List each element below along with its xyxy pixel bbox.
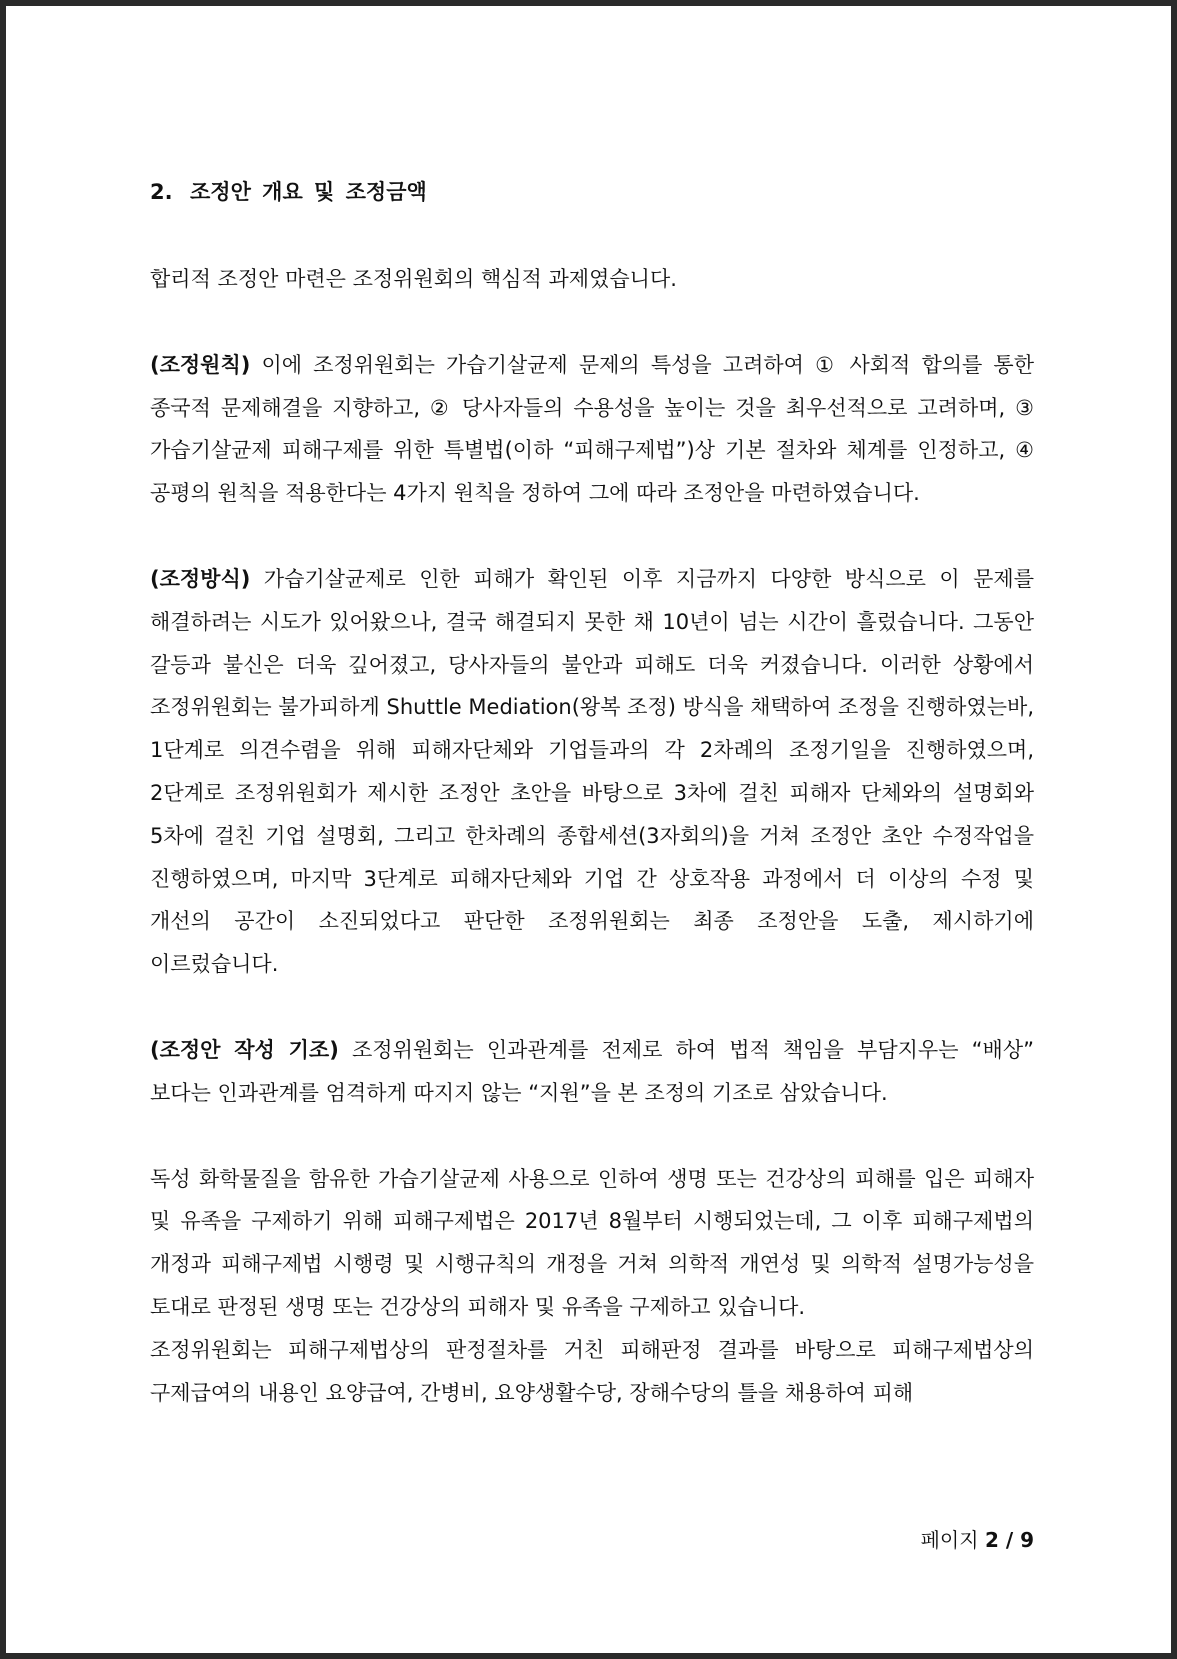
document-body — [150, 174, 1034, 1414]
principles-label: (조정원칙) — [150, 352, 251, 377]
page-label: 페이지 — [920, 1528, 979, 1552]
section-number: 2. — [150, 180, 173, 204]
method-text: 가습기살균제로 인한 피해가 확인된 이후 지금까지 다양한 방식으로 이 문제를 해결하려는 시도가 있어왔으나, 결국 해결되지 못한 채 10년이 넘는 시간이 흘렀습니다. 그동안 갈등과 불신은 더욱 깊어졌고, 당사자들의 불안과 피해도 더욱 커졌습니다. 이러한 상황에서 조정위원회는 불가피하게 Shuttle Mediation(왕복 조정) 방식을 채택하여 조정을 진행하였는바, 1단계로 의견수렴을 위해 피해자단체와 기업들과의 각 2차례의 조정기일을 진행하였으며, 2단계로 조정위원회가 제시한 조정안 초안을 바탕으로 3차에 걸친 피해자 단체와의 설명회와 5차에 걸친 기업 설명회, 그리고 한차례의 종합세션(3자회의)을 거쳐 조정안 초안 수정작업을 진행하였으며, 마지막 3단계로 피해자단체와 기업 간 상호작용 과정에서 더 이상의 수정 및 개선의 공간이 소진되었다고 판단한 조정위원회는 최종 조정안을 도출, 제시하기에 이르렀습니다. — [150, 566, 1034, 977]
committee-paragraph: 조정위원회는 피해구제법상의 판정절차를 거친 피해판정 결과를 바탕으로 피해구제법상의 구제급여의 내용인 요양급여, 간병비, 요양생활수당, 장해수당의 틀을 채용하여 피해 — [150, 1337, 1034, 1405]
principles-paragraph — [150, 344, 1034, 515]
section-title: 조정안 개요 및 조정금액 — [190, 180, 427, 204]
basis-text: 조정위원회는 인과관계를 전제로 하여 법적 책임을 부담지우는 “배상” 보다는 인과관계를 엄격하게 따지지 않는 “지원”을 본 조정의 기조로 삼았습니다. — [150, 1037, 1034, 1105]
basis-paragraph — [150, 1029, 1034, 1115]
method-label: (조정방식) — [150, 566, 251, 591]
page-number: 2 / 9 — [984, 1528, 1034, 1552]
document-page — [6, 6, 1171, 1653]
section-heading — [150, 174, 1034, 210]
intro-paragraph: 합리적 조정안 마련은 조정위원회의 핵심적 과제였습니다. — [150, 267, 677, 291]
principles-text: 이에 조정위원회는 가습기살균제 문제의 특성을 고려하여 ① 사회적 합의를 통한 종국적 문제해결을 지향하고, ② 당사자들의 수용성을 높이는 것을 최우선적으로 고려하며, ③ 가습기살균제 피해구제를 위한 특별법(이하 “피해구제법”)상 기본 절차와 체계를 인정하고, ④ 공평의 원칙을 적용한다는 4가지 원칙을 정하여 그에 따라 조정안을 마련하였습니다. — [150, 352, 1034, 506]
page-footer — [921, 1524, 1034, 1553]
basis-label: (조정안 작성 기조) — [150, 1037, 339, 1062]
method-paragraph — [150, 558, 1034, 986]
relief-paragraph: 독성 화학물질을 함유한 가습기살균제 사용으로 인하여 생명 또는 건강상의 피해를 입은 피해자 및 유족을 구제하기 위해 피해구제법은 2017년 8월부터 시행되었는데, 그 이후 피해구제법의 개정과 피해구제법 시행령 및 시행규칙의 개정을 거쳐 의학적 개연성 및 의학적 설명가능성을 토대로 판정된 생명 또는 건강상의 피해자 및 유족을 구제하고 있습니다. — [150, 1166, 1034, 1319]
